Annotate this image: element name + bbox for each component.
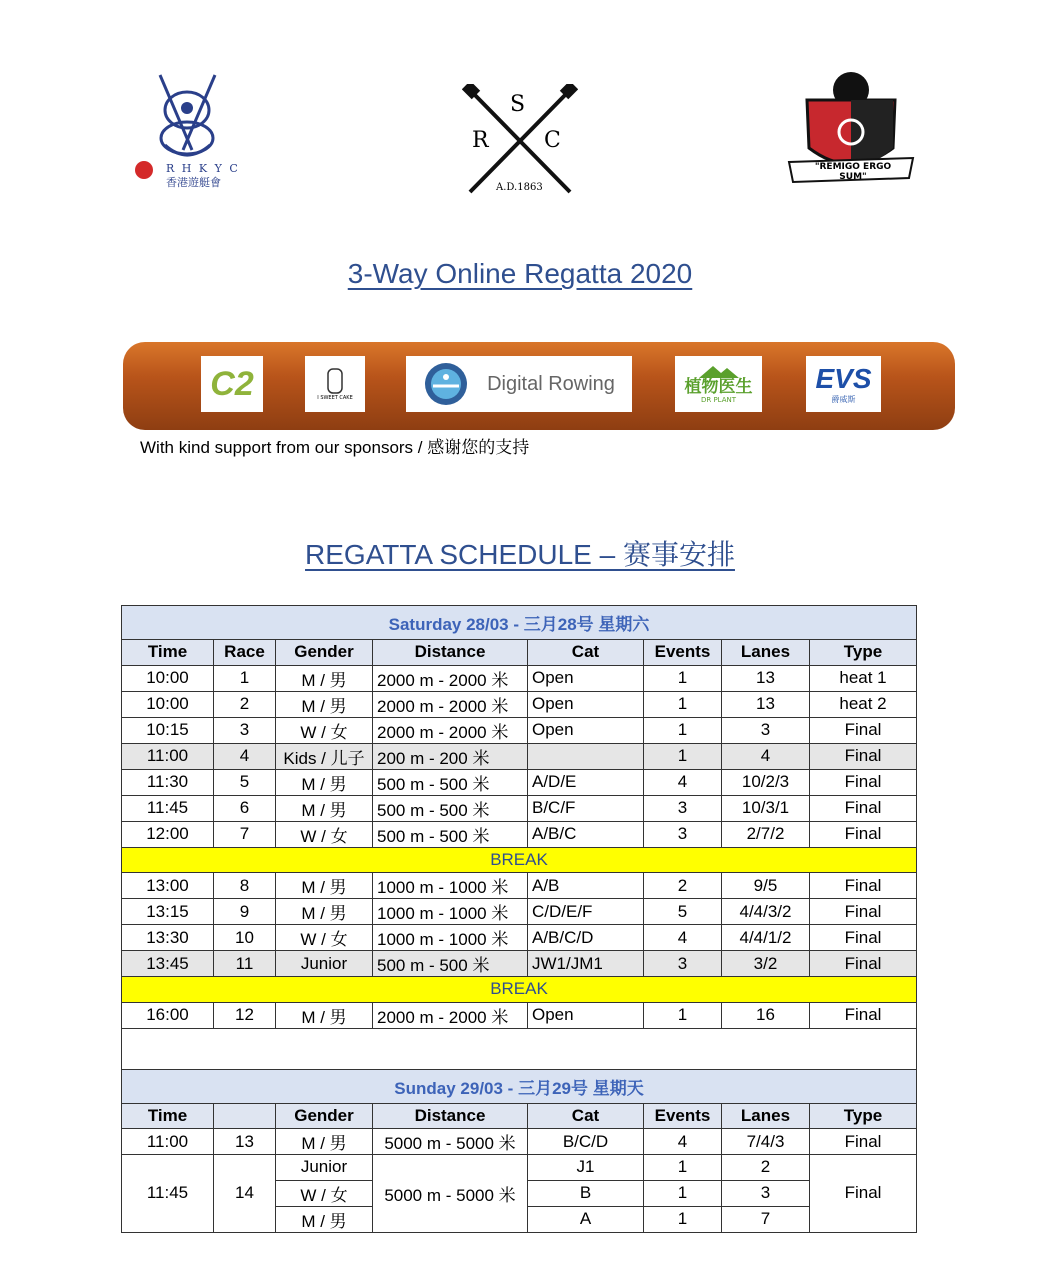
cell-race: 3: [214, 717, 276, 743]
col-distance: Distance: [373, 640, 528, 666]
cell-distance: 5000 m - 5000 米: [373, 1129, 528, 1155]
table-row: [122, 951, 917, 977]
cell-lanes: 10/2/3: [722, 769, 810, 795]
cell-cat: A/B: [528, 873, 644, 899]
sponsor-banner: [123, 342, 955, 430]
col-gender: Gender: [276, 1103, 373, 1129]
col-race: Race: [214, 640, 276, 666]
break-row: [122, 977, 917, 1003]
cell-type: Final: [810, 1129, 917, 1155]
col-time: Time: [122, 640, 214, 666]
spacer-row: [122, 1028, 917, 1069]
cell-type: heat 2: [810, 691, 917, 717]
cell-time: 11:30: [122, 769, 214, 795]
cell-type: Final: [810, 899, 917, 925]
cell-gender: Kids / 儿子: [276, 743, 373, 769]
break-label: BREAK: [122, 977, 917, 1003]
cell-time: 13:45: [122, 951, 214, 977]
cell-lanes: 2/7/2: [722, 821, 810, 847]
cell-time: 10:00: [122, 665, 214, 691]
col-cat: Cat: [528, 640, 644, 666]
cell-cat: [528, 743, 644, 769]
bauhinia-icon: [135, 161, 153, 179]
col-gender: Gender: [276, 640, 373, 666]
cell-cat: Open: [528, 1002, 644, 1028]
col-type: Type: [810, 640, 917, 666]
cell-cat: Open: [528, 717, 644, 743]
cell-gender: W / 女: [276, 821, 373, 847]
cell-type: Final: [810, 717, 917, 743]
cell-gender: Junior: [276, 951, 373, 977]
col-events: Events: [644, 640, 722, 666]
table-row: [122, 795, 917, 821]
cell-race: 6: [214, 795, 276, 821]
mountain-icon: [699, 364, 739, 378]
table-row: [122, 665, 917, 691]
table-row: [122, 821, 917, 847]
rhkyc-cn-text: 香港遊艇會: [166, 176, 221, 189]
cell-distance: 5000 m - 5000 米: [373, 1155, 528, 1233]
cell-cat: A/B/C: [528, 821, 644, 847]
table-row: [122, 925, 917, 951]
sunday-day-label: Sunday 29/03 - 三月29号 星期天: [122, 1069, 917, 1103]
col-lanes: Lanes: [722, 640, 810, 666]
src-letter-s: S: [510, 92, 526, 117]
cell-lanes: 3: [722, 1180, 810, 1206]
cell-gender: M / 男: [276, 691, 373, 717]
cell-time: 13:00: [122, 873, 214, 899]
cell-race: 8: [214, 873, 276, 899]
col-time: Time: [122, 1103, 214, 1129]
cell-gender: Junior: [276, 1155, 373, 1181]
sponsor-c2: C2: [201, 356, 263, 412]
cell-distance: 1000 m - 1000 米: [373, 873, 528, 899]
cell-type: Final: [810, 873, 917, 899]
sponsor-sweet-cake: I SWEET CAKE: [305, 356, 365, 412]
cell-cat: A/D/E: [528, 769, 644, 795]
cell-lanes: 4: [722, 743, 810, 769]
cell-time: 12:00: [122, 821, 214, 847]
cell-lanes: 7: [722, 1206, 810, 1232]
cell-events: 4: [644, 925, 722, 951]
cell-race: 12: [214, 1002, 276, 1028]
cell-race: 11: [214, 951, 276, 977]
cell-events: 1: [644, 691, 722, 717]
cell-cat: A/B/C/D: [528, 925, 644, 951]
col-lanes: Lanes: [722, 1103, 810, 1129]
cell-lanes: 9/5: [722, 873, 810, 899]
table-row: [122, 899, 917, 925]
cell-gender: W / 女: [276, 717, 373, 743]
cell-type: Final: [810, 769, 917, 795]
src-letter-c: C: [544, 128, 561, 153]
table-row: [122, 873, 917, 899]
schedule-title: REGATTA SCHEDULE – 赛事安排: [305, 539, 735, 570]
col-type: Type: [810, 1103, 917, 1129]
cell-events: 3: [644, 951, 722, 977]
cell-distance: 500 m - 500 米: [373, 821, 528, 847]
col-cat: Cat: [528, 1103, 644, 1129]
cell-race: 10: [214, 925, 276, 951]
col-distance: Distance: [373, 1103, 528, 1129]
cell-lanes: 3/2: [722, 951, 810, 977]
cell-distance: 1000 m - 1000 米: [373, 899, 528, 925]
cell-race: 14: [214, 1155, 276, 1233]
rhkyc-logo: [130, 70, 245, 190]
cell-type: Final: [810, 1155, 917, 1233]
cell-cat: A: [528, 1206, 644, 1232]
cell-type: Final: [810, 743, 917, 769]
table-row: [122, 1155, 917, 1181]
cell-type: heat 1: [810, 665, 917, 691]
crest-logo: [785, 70, 917, 194]
src-letter-r: R: [472, 128, 489, 153]
sunday-header: [122, 1069, 917, 1103]
cell-lanes: 13: [722, 691, 810, 717]
table-header-row: [122, 640, 917, 666]
cell-gender: M / 男: [276, 1129, 373, 1155]
cell-race: 7: [214, 821, 276, 847]
cell-distance: 500 m - 500 米: [373, 951, 528, 977]
cell-time: 13:15: [122, 899, 214, 925]
cell-gender: M / 男: [276, 769, 373, 795]
cell-gender: W / 女: [276, 1180, 373, 1206]
saturday-day-label: Saturday 28/03 - 三月28号 星期六: [122, 606, 917, 640]
col-events: Events: [644, 1103, 722, 1129]
break-row: [122, 847, 917, 873]
schedule-table: [121, 605, 917, 1233]
table-row: [122, 743, 917, 769]
cell-race: 13: [214, 1129, 276, 1155]
saturday-header: [122, 606, 917, 640]
cell-cat: B: [528, 1180, 644, 1206]
table-row: [122, 717, 917, 743]
cell-type: Final: [810, 951, 917, 977]
cell-events: 1: [644, 1155, 722, 1181]
cell-distance: 500 m - 500 米: [373, 769, 528, 795]
cell-cat: C/D/E/F: [528, 899, 644, 925]
cell-gender: M / 男: [276, 1002, 373, 1028]
table-row: [122, 691, 917, 717]
cell-lanes: 3: [722, 717, 810, 743]
sponsor-note: With kind support from our sponsors / 感谢您的支持: [140, 438, 530, 457]
cell-events: 4: [644, 769, 722, 795]
cell-gender: M / 男: [276, 665, 373, 691]
cell-lanes: 4/4/1/2: [722, 925, 810, 951]
cell-time: 11:00: [122, 1129, 214, 1155]
cell-type: Final: [810, 795, 917, 821]
cell-distance: 2000 m - 2000 米: [373, 1002, 528, 1028]
cell-lanes: 2: [722, 1155, 810, 1181]
cell-time: 10:00: [122, 691, 214, 717]
cell-events: 5: [644, 899, 722, 925]
cell-type: Final: [810, 925, 917, 951]
rhkyc-text: R H K Y C: [166, 162, 240, 175]
cell-cat: J1: [528, 1155, 644, 1181]
cell-type: Final: [810, 821, 917, 847]
sponsor-digital-rowing: Digital Rowing: [406, 356, 632, 412]
cell-time: 16:00: [122, 1002, 214, 1028]
src-logo: [462, 84, 578, 198]
cell-lanes: 13: [722, 665, 810, 691]
table-row: [122, 1129, 917, 1155]
table-row: [122, 1002, 917, 1028]
cell-events: 4: [644, 1129, 722, 1155]
table-row: [122, 769, 917, 795]
sponsor-evs: EVS 爵威斯: [806, 356, 881, 412]
cell-gender: M / 男: [276, 1206, 373, 1232]
cell-time: 10:15: [122, 717, 214, 743]
cell-cat: B/C/D: [528, 1129, 644, 1155]
cell-events: 1: [644, 665, 722, 691]
break-label: BREAK: [122, 847, 917, 873]
cell-gender: M / 男: [276, 873, 373, 899]
cell-time: 13:30: [122, 925, 214, 951]
cell-lanes: 16: [722, 1002, 810, 1028]
cell-cat: Open: [528, 665, 644, 691]
cell-cat: JW1/JM1: [528, 951, 644, 977]
cake-logo-icon: [325, 367, 345, 395]
cell-type: Final: [810, 1002, 917, 1028]
cell-distance: 500 m - 500 米: [373, 795, 528, 821]
cell-gender: M / 男: [276, 795, 373, 821]
sponsor-dr-plant: 植物医生 DR PLANT: [675, 356, 762, 412]
cell-events: 2: [644, 873, 722, 899]
cell-race: 5: [214, 769, 276, 795]
cell-lanes: 4/4/3/2: [722, 899, 810, 925]
cell-race: 4: [214, 743, 276, 769]
table-header-row: [122, 1103, 917, 1129]
cell-gender: W / 女: [276, 925, 373, 951]
cell-cat: B/C/F: [528, 795, 644, 821]
cell-distance: 2000 m - 2000 米: [373, 691, 528, 717]
src-year: A.D.1863: [496, 182, 543, 193]
cell-distance: 1000 m - 1000 米: [373, 925, 528, 951]
cell-race: 9: [214, 899, 276, 925]
cell-events: 1: [644, 743, 722, 769]
cell-race: 1: [214, 665, 276, 691]
cell-distance: 200 m - 200 米: [373, 743, 528, 769]
page-title: 3-Way Online Regatta 2020: [347, 258, 693, 289]
digital-rowing-icon: [423, 361, 469, 407]
cell-events: 1: [644, 1206, 722, 1232]
cell-distance: 2000 m - 2000 米: [373, 665, 528, 691]
cell-time: 11:45: [122, 795, 214, 821]
cell-race: 2: [214, 691, 276, 717]
cell-events: 1: [644, 1002, 722, 1028]
crest-motto: "REMIGO ERGO SUM": [814, 162, 892, 182]
cell-events: 1: [644, 1180, 722, 1206]
spacer-cell: [122, 1028, 917, 1069]
cell-lanes: 10/3/1: [722, 795, 810, 821]
cell-events: 1: [644, 717, 722, 743]
cell-distance: 2000 m - 2000 米: [373, 717, 528, 743]
cell-lanes: 7/4/3: [722, 1129, 810, 1155]
cell-events: 3: [644, 795, 722, 821]
col-race: [214, 1103, 276, 1129]
cell-cat: Open: [528, 691, 644, 717]
cell-gender: M / 男: [276, 899, 373, 925]
cell-time: 11:45: [122, 1155, 214, 1233]
cell-time: 11:00: [122, 743, 214, 769]
cell-events: 3: [644, 821, 722, 847]
